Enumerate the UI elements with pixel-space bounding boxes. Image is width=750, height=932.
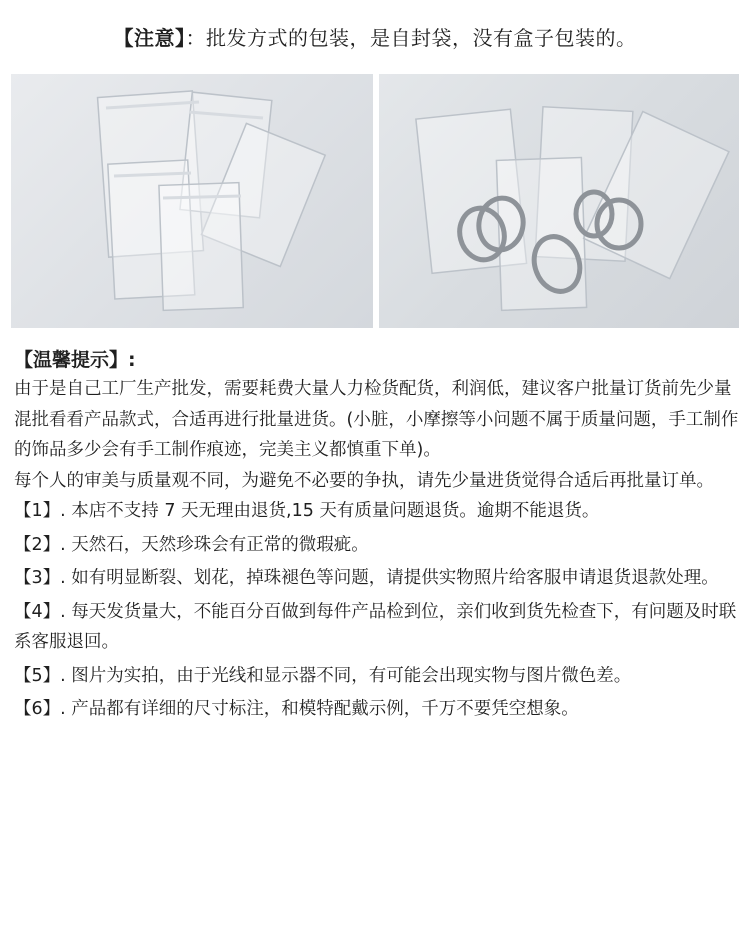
tips-item-1: 【1】. 本店不支持 7 天无理由退货,15 天有质量问题退货。逾期不能退货。 [14, 501, 600, 521]
zip-line [163, 196, 241, 198]
photo-bags-with-rings [379, 74, 739, 328]
bag-shape [159, 183, 243, 311]
notice-text: ：批发方式的包装，是自封袋，没有盒子包装的。 [185, 26, 637, 50]
tips-item-4: 【4】. 每天发货量大，不能百分百做到每件产品检到位，亲们收到货先检查下，有问题及时联系客服退回。 [14, 601, 737, 652]
tips-paragraph: 由于是自己工厂生产批发，需要耗费大量人力检货配货，利润低，建议客户批量订货前先少量混批看看产品款式，合适再进行批量进货。(小脏，小摩擦等小问题不属于质量问题，手工制作的饰品多少会有手工制作痕迹，完美主义都慎重下单)。 [14, 379, 739, 460]
notice-line [0, 22, 750, 51]
photo-zip-bags [11, 74, 373, 328]
tips-body [14, 374, 740, 725]
notice-prefix: 【注意】 [113, 26, 186, 50]
tips-title: 【温馨提示】: [14, 349, 136, 371]
tips-item-6: 【6】. 产品都有详细的尺寸标注，和模特配戴示例，千万不要凭空想象。 [14, 699, 579, 719]
tips-item-2: 【2】. 天然石，天然珍珠会有正常的微瑕疵。 [14, 534, 369, 555]
zip-bags-illustration [11, 74, 373, 328]
tips-item-5: 【5】. 图片为实拍，由于光线和显示器不同，有可能会出现实物与图片微色差。 [14, 665, 632, 686]
tips-paragraph: 每个人的审美与质量观不同，为避免不必要的争执，请先少量进货觉得合适后再批量订单。 [14, 470, 714, 491]
bags-rings-illustration [379, 74, 739, 328]
tips-item-3: 【3】. 如有明显断裂、划花，掉珠褪色等问题，请提供实物照片给客服申请退货退款处理。 [14, 568, 719, 588]
